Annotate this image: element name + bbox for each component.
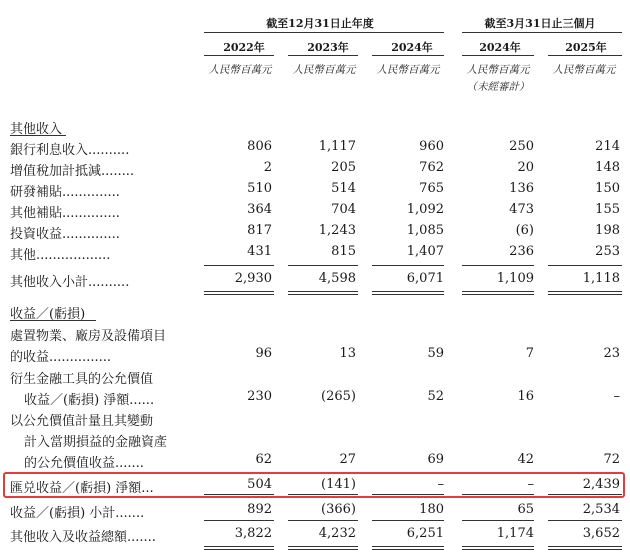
cell: 1,085: [406, 223, 444, 238]
row-label: 研發補貼..............: [10, 185, 120, 200]
cell: 155: [595, 202, 620, 217]
cell: 6,071: [406, 271, 444, 286]
row-label: 其他補貼..............: [10, 206, 120, 221]
cell: (141): [321, 477, 356, 492]
cell: 2: [263, 160, 272, 175]
sum-rule: [548, 520, 622, 521]
cell: 892: [247, 502, 272, 517]
cell: 16: [517, 389, 534, 404]
header-group-quarterly-rule: [462, 32, 622, 33]
section-title-gains: 收益／(虧損): [10, 307, 86, 322]
total-rule: [288, 294, 358, 295]
sum-rule: [288, 520, 358, 521]
cell: –: [613, 389, 620, 404]
cell: 205: [331, 160, 356, 175]
cell: 7: [525, 346, 534, 361]
cell: 431: [247, 244, 272, 259]
cell: 2,439: [582, 477, 620, 492]
cell: 762: [419, 160, 444, 175]
sum-rule: [462, 265, 534, 266]
cell: 230: [247, 389, 272, 404]
col-year-5: 2025年: [565, 41, 607, 54]
cell: 960: [419, 139, 444, 154]
cell: 817: [247, 223, 272, 238]
sum-rule: [372, 494, 444, 495]
cell: 510: [247, 181, 272, 196]
cell: 6,251: [406, 526, 444, 541]
sum-rule: [288, 494, 358, 495]
cell: 2,930: [234, 271, 272, 286]
row-label-line: 處置物業、廠房及設備項目: [10, 329, 167, 344]
row-label: 銀行利息收入..........: [10, 143, 130, 158]
cell: –: [437, 477, 444, 492]
row-label-line: 衍生金融工具的公允價值: [10, 372, 154, 387]
cell: 704: [331, 202, 356, 217]
cell: 65: [517, 502, 534, 517]
sum-rule: [204, 520, 274, 521]
cell: 13: [339, 346, 356, 361]
col-rule-3: [372, 55, 444, 56]
header-group-annual: 截至12月31日止年度: [266, 17, 374, 30]
cell: 198: [595, 223, 620, 238]
total-label: 其他收入及收益總額.......: [10, 530, 156, 545]
col-note-4: （未經審計）: [466, 81, 530, 93]
total-rule: [288, 291, 358, 292]
cell: 96: [255, 346, 272, 361]
total-rule: [548, 291, 622, 292]
total-rule: [204, 549, 274, 550]
cell: 62: [255, 452, 272, 467]
cell: 23: [603, 346, 620, 361]
total-rule: [372, 294, 444, 295]
cell: 214: [595, 139, 620, 154]
col-year-2: 2023年: [307, 41, 349, 54]
total-rule: [204, 294, 274, 295]
col-unit-3: 人民幣百萬元: [376, 64, 440, 76]
col-rule-4: [462, 55, 534, 56]
cell: 253: [595, 244, 620, 259]
cell: –: [527, 477, 534, 492]
col-year-3: 2024年: [391, 41, 433, 54]
col-rule-2: [288, 55, 358, 56]
subtotal-label: 收益／(虧損) 小計.......: [10, 506, 145, 521]
col-year-1: 2022年: [223, 41, 265, 54]
cell: 1,092: [406, 202, 444, 217]
total-rule: [288, 546, 358, 547]
total-rule: [204, 291, 274, 292]
col-unit-5: 人民幣百萬元: [552, 64, 616, 76]
cell: 504: [247, 477, 272, 492]
sum-rule: [548, 494, 622, 495]
col-unit-1: 人民幣百萬元: [208, 64, 272, 76]
col-year-4: 2024年: [479, 41, 521, 54]
cell: (6): [515, 223, 534, 238]
cell: 148: [595, 160, 620, 175]
total-rule: [372, 549, 444, 550]
total-rule: [548, 549, 622, 550]
col-rule-1: [204, 55, 274, 56]
total-rule: [462, 546, 534, 547]
sum-rule: [462, 494, 534, 495]
cell: 1,118: [582, 271, 620, 286]
sum-rule: [204, 494, 274, 495]
section-title-other-income: 其他收入: [10, 122, 63, 137]
cell: 815: [331, 244, 356, 259]
cell: 27: [339, 452, 356, 467]
cell: 136: [509, 181, 534, 196]
subtotal-label: 其他收入小計..........: [10, 275, 130, 290]
cell: 2,534: [582, 502, 620, 517]
cell: 69: [427, 452, 444, 467]
col-rule-5: [548, 55, 622, 56]
cell: 1,109: [496, 271, 534, 286]
section-title-underline: [10, 320, 96, 321]
header-group-annual-rule: [204, 32, 444, 33]
total-rule: [204, 546, 274, 547]
row-label-line: 的公允價值收益.......: [24, 456, 144, 471]
row-label-line: 以公允價值計量且其變動: [10, 414, 154, 429]
cell: (366): [321, 502, 356, 517]
cell: 3,652: [582, 526, 620, 541]
cell: 4,232: [318, 526, 356, 541]
total-rule: [462, 294, 534, 295]
cell: 250: [509, 139, 534, 154]
cell: 180: [419, 502, 444, 517]
col-unit-4: 人民幣百萬元: [466, 64, 530, 76]
row-label-line: 計入當期損益的金融資產: [24, 435, 168, 450]
total-rule: [462, 549, 534, 550]
cell: 52: [427, 389, 444, 404]
sum-rule: [548, 265, 622, 266]
row-label-fx: 匯兑收益／(虧損) 淨額...: [10, 481, 154, 496]
total-rule: [372, 546, 444, 547]
cell: 1,407: [406, 244, 444, 259]
cell: 1,243: [318, 223, 356, 238]
row-label-line: 的收益...............: [10, 350, 111, 365]
cell: 806: [247, 139, 272, 154]
cell: (265): [321, 389, 356, 404]
col-unit-2: 人民幣百萬元: [292, 64, 356, 76]
sum-rule: [372, 520, 444, 521]
cell: 765: [419, 181, 444, 196]
cell: 4,598: [318, 271, 356, 286]
total-rule: [548, 546, 622, 547]
cell: 236: [509, 244, 534, 259]
header-group-quarterly: 截至3月31日止三個月: [484, 17, 596, 30]
row-label-line: 收益／(虧損) 淨額......: [24, 393, 155, 408]
cell: 1,174: [496, 526, 534, 541]
cell: 364: [247, 202, 272, 217]
total-rule: [548, 294, 622, 295]
cell: 72: [603, 452, 620, 467]
cell: 150: [595, 181, 620, 196]
cell: 1,117: [318, 139, 356, 154]
row-label: 其他..................: [10, 248, 111, 263]
total-rule: [288, 549, 358, 550]
total-rule: [372, 291, 444, 292]
cell: 3,822: [234, 526, 272, 541]
sum-rule: [288, 265, 358, 266]
row-label: 增值稅加計抵減........: [10, 164, 135, 179]
total-rule: [462, 291, 534, 292]
row-label: 投資收益..............: [10, 227, 120, 242]
cell: 59: [427, 346, 444, 361]
cell: 514: [331, 181, 356, 196]
cell: 42: [517, 452, 534, 467]
section-title-underline: [10, 135, 66, 136]
sum-rule: [204, 265, 274, 266]
cell: 473: [509, 202, 534, 217]
sum-rule: [462, 520, 534, 521]
sum-rule: [372, 265, 444, 266]
cell: 20: [517, 160, 534, 175]
